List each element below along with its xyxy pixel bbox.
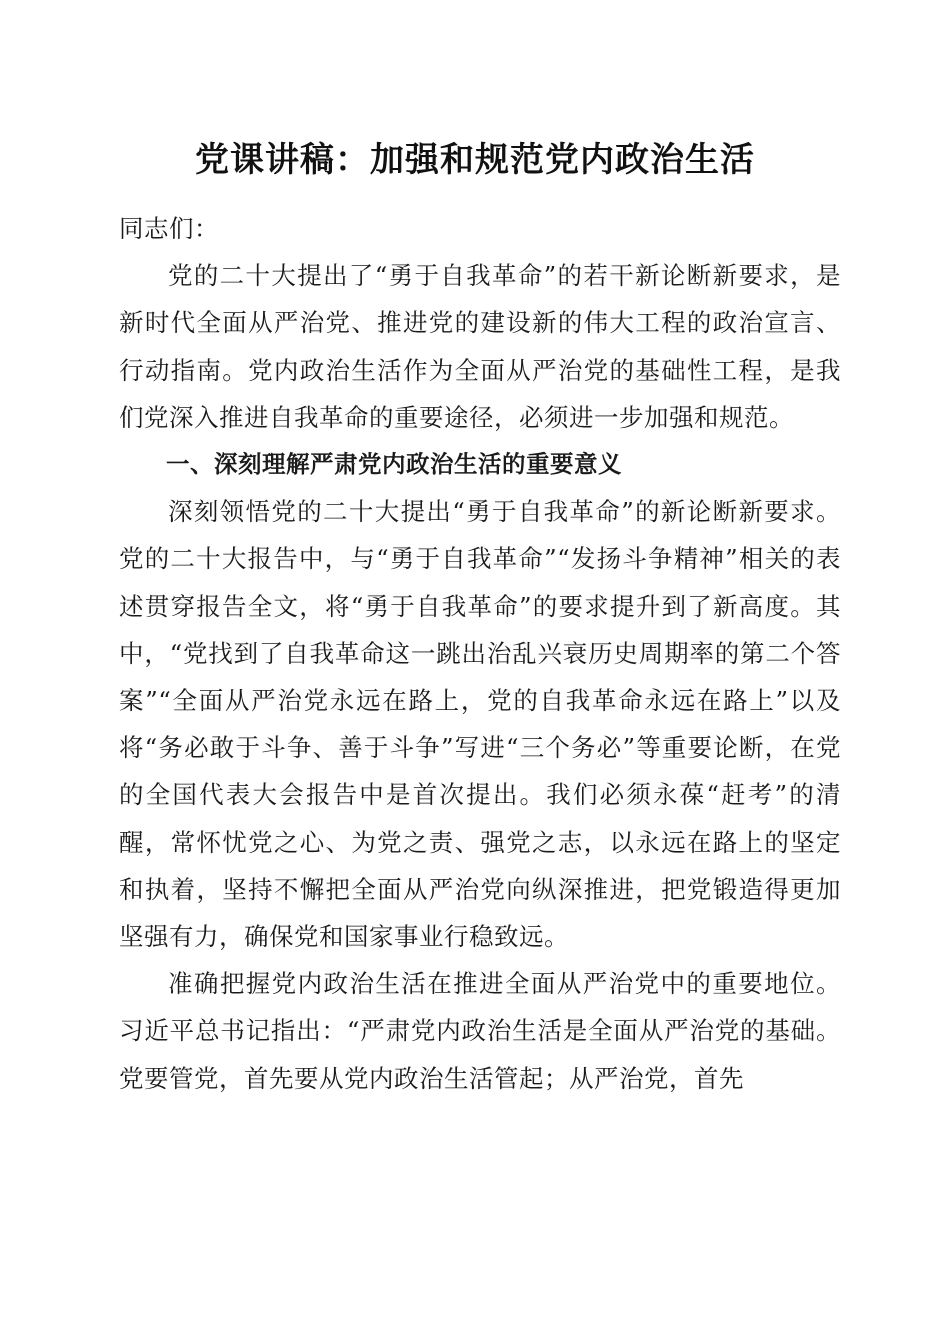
document-body	[119, 205, 841, 1102]
section-paragraph-1: 深刻领悟党的二十大提出“勇于自我革命”的新论断新要求。党的二十大报告中，与“勇于自我革命”“发扬斗争精神”相关的表述贯穿报告全文，将“勇于自我革命”的要求提升到了新高度。其中，“党找到了自我革命这一跳出治乱兴衰历史周期率的第二个答案”“全面从严治党永远在路上，党的自我革命永远在路上”以及将“务必敢于斗争、善于斗争”写进“三个务必”等重要论断，在党的全国代表大会报告中是首次提出。我们必须永葆“赶考”的清醒，常怀忧党之心、为党之责、强党之志，以永远在路上的坚定和执着，坚持不懈把全面从严治党向纵深推进，把党锻造得更加坚强有力，确保党和国家事业行稳致远。	[119, 497, 841, 952]
section-heading: 一、深刻理解严肃党内政治生活的重要意义	[166, 450, 622, 479]
salutation: 同志们：	[119, 214, 219, 243]
document-title: 党课讲稿：加强和规范党内政治生活	[195, 140, 755, 180]
intro-paragraph: 党的二十大提出了“勇于自我革命”的若干新论断新要求，是新时代全面从严治党、推进党的建设新的伟大工程的政治宣言、行动指南。党内政治生活作为全面从严治党的基础性工程，是我们党深入推进自我革命的重要途径，必须进一步加强和规范。	[119, 261, 841, 432]
section-paragraph-2: 准确把握党内政治生活在推进全面从严治党中的重要地位。习近平总书记指出：“严肃党内政治生活是全面从严治党的基础。党要管党，首先要从党内政治生活管起；从严治党，首先	[119, 969, 841, 1093]
